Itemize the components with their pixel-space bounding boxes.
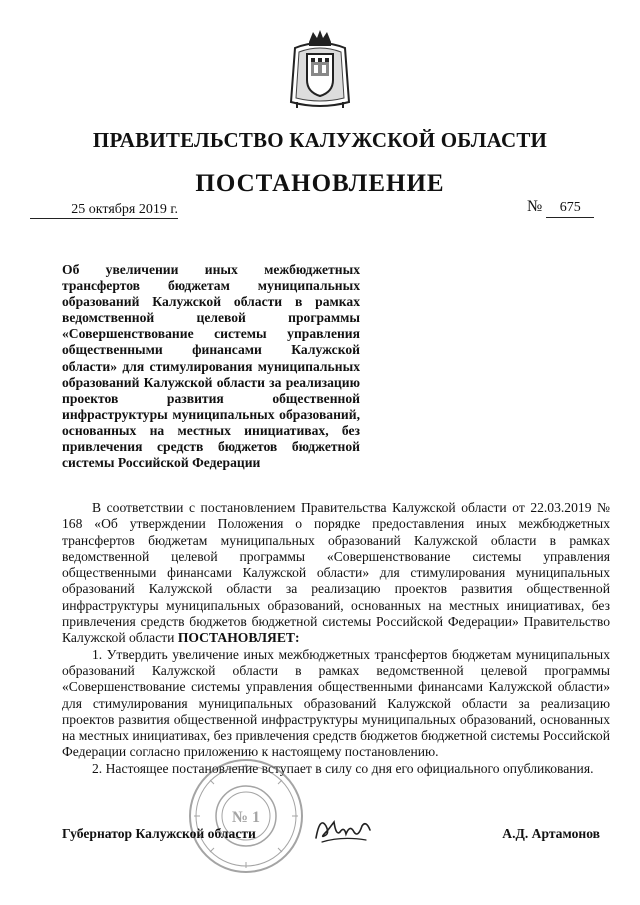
handwritten-signature-icon [312, 812, 374, 846]
preamble-paragraph [62, 500, 610, 647]
seal-stamp-icon [186, 756, 306, 876]
government-title: ПРАВИТЕЛЬСТВО КАЛУЖСКОЙ ОБЛАСТИ [92, 128, 548, 152]
item-2-paragraph: 2. Настоящее постановление вступает в силу со дня его официального опубликования. [92, 760, 594, 776]
seal-center-text: № 1 [231, 809, 261, 826]
preamble-text: В соответствии с постановлением Правительства Калужской области от 22.03.2019 № 168 «Об утверждении Положения о порядке предоставления иных межбюджетных трансфертов бюджетам муниципальных образований Калужской области в рамках ведомственной целевой программы «Совершенствование системы управления общественными финансами Калужской области» для стимулирования муниципальных образований Калужской области за реализацию проектов развития общественной инфраструктуры муниципальных образований, основанных на местных инициативах, без привлечения средств бюджетов бюджетной системы Российской Федерации» Правительство Калужской области [62, 500, 610, 646]
signer-name: А.Д. Артамонов [502, 826, 600, 841]
signer-position: Губернатор Калужской области [62, 826, 256, 841]
number-label: № [527, 198, 543, 215]
document-body [62, 500, 610, 777]
item-1-paragraph: 1. Утвердить увеличение иных межбюджетных трансфертов бюджетам муниципальных образований Калужской области в рамках ведомственной целевой программы «Совершенствование системы управления общественными финансами Калужской области» для стимулирования муниципальных образований Калужской области за реализацию проектов развития общественной инфраструктуры муниципальных образований, основанных на местных инициативах, без привлечения средств бюджетов бюджетной системы Российской Федерации согласно приложению к настоящему постановлению. [62, 646, 610, 760]
document-number: 675 [546, 199, 594, 218]
document-number-block [527, 198, 594, 218]
decree-word: ПОСТАНОВЛЯЕТ: [177, 630, 300, 646]
document-date: 25 октября 2019 г. [30, 202, 178, 219]
document-subject: Об увеличении иных межбюджетных трансфертов бюджетам муниципальных образований Калужской области в рамках ведомственной целевой программы «Совершенствование системы управления общественными финансами Калужской области» для стимулирования муниципальных образований Калужской области за реализацию проектов развития общественной инфраструктуры муниципальных образований, основанных на местных инициативах, без привлечения средств бюджетов бюджетной системы Российской Федерации [62, 262, 360, 471]
coat-of-arms-icon [287, 28, 353, 110]
document-type: ПОСТАНОВЛЕНИЕ [195, 170, 445, 197]
